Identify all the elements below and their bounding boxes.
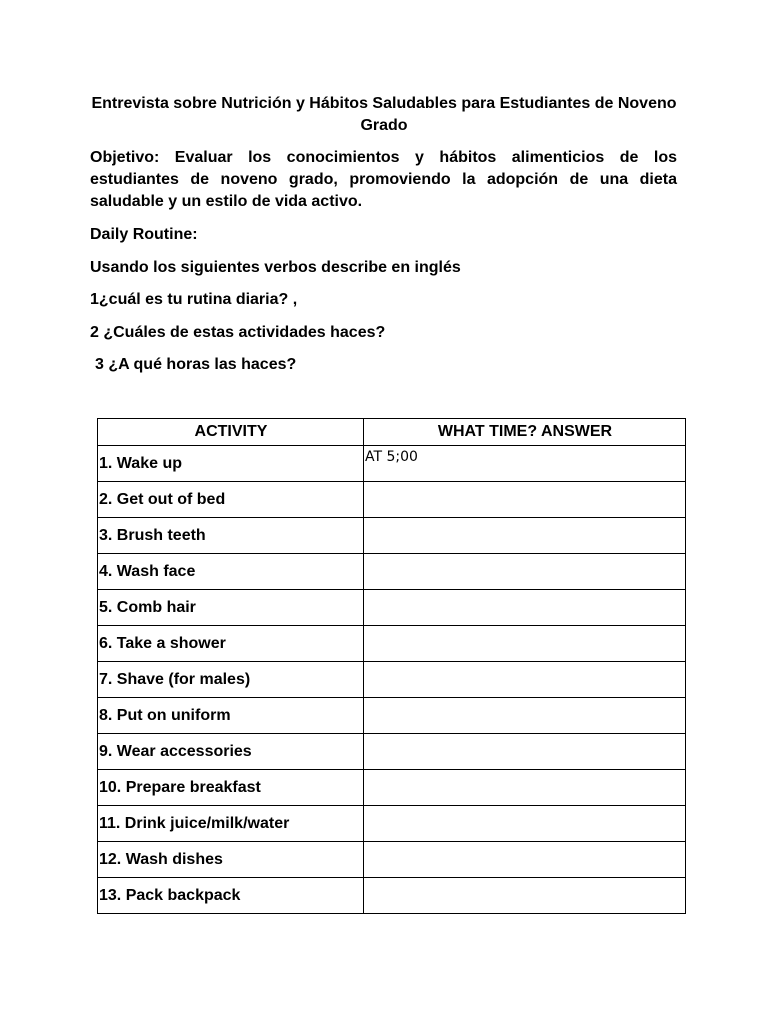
activity-cell: 4. Wash face [98,554,364,590]
table-row [98,662,686,698]
answer-cell[interactable] [364,554,686,590]
question-1: 1¿cuál es tu rutina diaria? , [90,291,298,308]
table-row [98,554,686,590]
activity-cell: 3. Brush teeth [98,518,364,554]
answer-cell[interactable] [364,518,686,554]
instruction-text: Usando los siguientes verbos describe en inglés [90,259,461,276]
question-3: 3 ¿A qué horas las haces? [95,356,297,373]
table-row [98,842,686,878]
answer-cell[interactable] [364,482,686,518]
table-row [98,482,686,518]
answer-cell[interactable] [364,842,686,878]
answer-cell[interactable] [364,662,686,698]
activity-cell: 1. Wake up [98,446,364,482]
table-row [98,806,686,842]
activity-cell: 10. Prepare breakfast [98,770,364,806]
table-header-row [98,419,686,446]
activity-cell: 8. Put on uniform [98,698,364,734]
answer-cell[interactable] [364,806,686,842]
answer-cell[interactable] [364,734,686,770]
answer-column-header: WHAT TIME? ANSWER [364,419,686,446]
document-title: Entrevista sobre Nutrición y Hábitos Saludables para Estudiantes de Noveno Grado [91,95,677,134]
table-row [98,770,686,806]
activity-cell: 5. Comb hair [98,590,364,626]
activity-cell: 7. Shave (for males) [98,662,364,698]
activity-cell: 13. Pack backpack [98,878,364,914]
table-row [98,626,686,662]
activity-cell: 9. Wear accessories [98,734,364,770]
table-row [98,446,686,482]
objective-paragraph: Objetivo: Evaluar los conocimientos y hábitos alimenticios de los estudiantes de noveno grado, promoviendo la adopción de una dieta saludable y un estilo de vida activo. [90,149,677,210]
routine-table [97,418,686,914]
table-row [98,878,686,914]
answer-cell[interactable] [364,626,686,662]
table-row [98,734,686,770]
table-row [98,698,686,734]
activity-column-header: ACTIVITY [98,419,364,446]
table-row [98,518,686,554]
answer-cell[interactable] [364,590,686,626]
answer-cell[interactable]: AT 5;00 [364,446,686,482]
answer-cell[interactable] [364,878,686,914]
activity-cell: 11. Drink juice/milk/water [98,806,364,842]
question-2: 2 ¿Cuáles de estas actividades haces? [90,324,386,341]
activity-cell: 12. Wash dishes [98,842,364,878]
activity-cell: 6. Take a shower [98,626,364,662]
answer-cell[interactable] [364,698,686,734]
activity-cell: 2. Get out of bed [98,482,364,518]
section-heading: Daily Routine: [90,226,198,243]
answer-cell[interactable] [364,770,686,806]
table-row [98,590,686,626]
